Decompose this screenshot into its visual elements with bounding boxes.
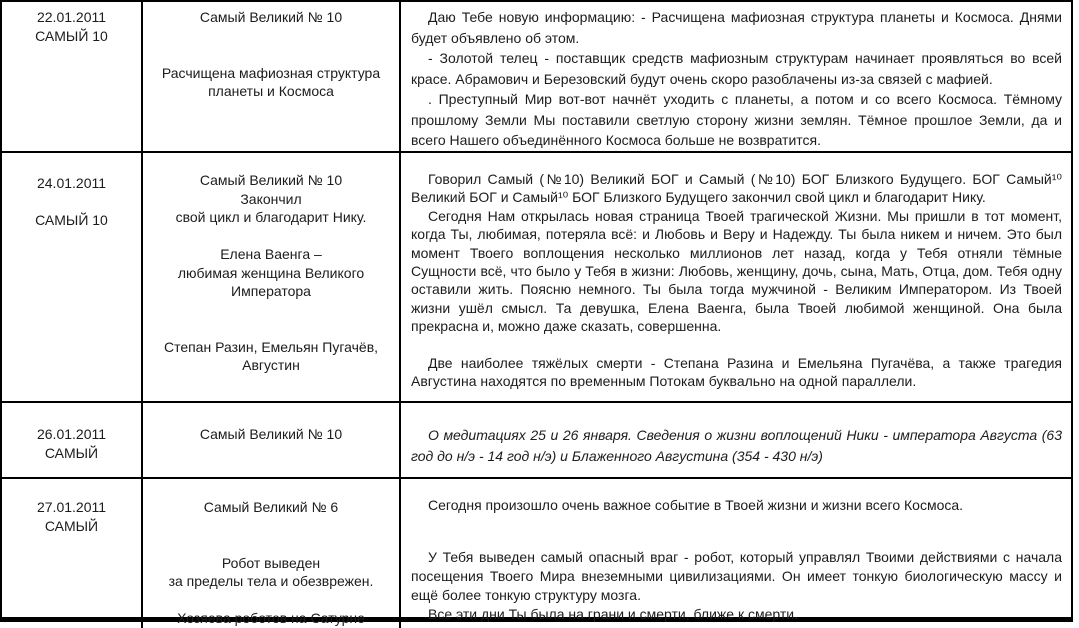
date-text: 27.01.2011: [36, 499, 107, 515]
title-line: свой цикл и благодарит Нику.: [175, 209, 367, 225]
title-line: Самый Великий № 10: [199, 426, 343, 442]
title-line: Елена Ваенга –: [220, 246, 322, 262]
paragraph-italic: О медитациях 25 и 26 января. Сведения о жизни воплощений Ники - императора Августа (63 год до н/э - 14 год н/э) и Блаженного Августина (354 - 430 н/э): [411, 427, 1062, 464]
paragraph: Даю Тебе новую информацию: - Расчищена мафиозная структура планеты и Космоса. Днями будет объявлено об этом.: [411, 9, 1062, 46]
content-cell: [401, 479, 1071, 628]
title-line: Самый Великий № 10: [199, 172, 343, 188]
author-text: САМЫЙ: [44, 517, 99, 534]
date-cell: [2, 2, 143, 151]
title-cell: [143, 153, 401, 401]
title-line: Робот выведен: [221, 554, 321, 571]
paragraph: У Тебя выведен самый опасный враг - робот, который управлял Твоими действиями с начала посещения Твоего Мира внеземными цивилизациями. Он имеет тонкую биологическую массу и ещё более тонкую структуру мозга.: [411, 549, 1062, 603]
content-cell: [401, 403, 1071, 477]
paragraph: . Преступный Мир вот-вот начнёт уходить с планеты, а потом и со всего Космоса. Тёмному прошлому Земли Мы поставили светлую сторону жизни землян. Тёмное прошлое Земли, да и всего Нашего объединённого Космоса больше не возвратится.: [411, 91, 1062, 148]
author-text: САМЫЙ 10: [35, 212, 108, 228]
title-line: за пределы тела и обезврежен.: [168, 573, 374, 589]
title-line: Хозяева роботов на Сатурне: [177, 610, 365, 626]
paragraph: - Золотой телец - поставщик средств мафиозным структурам начинает проявляться во всей красе. Абрамович и Березовский будут очень скоро разоблачены из-за связей с мафией.: [411, 50, 1062, 87]
content-cell: [401, 153, 1071, 401]
title-cell: [143, 479, 401, 628]
paragraph: Все эти дни Ты была на грани и смерти, ближе к смерти.: [428, 606, 798, 622]
title-line: Степан Разин, Емельян Пугачёв,: [163, 338, 379, 355]
date-text: 22.01.2011: [36, 9, 107, 25]
date-text: 26.01.2011: [36, 426, 107, 442]
author-text: САМЫЙ: [44, 444, 99, 461]
paragraph: Сегодня произошло очень важное событие в Твоей жизни и жизни всего Космоса.: [428, 497, 964, 513]
table-row: [2, 2, 1071, 153]
title-cell: [143, 2, 401, 151]
content-cell: [401, 2, 1071, 151]
title-line: Самый Великий № 6: [203, 499, 339, 515]
date-text: 24.01.2011: [36, 175, 107, 191]
title-line: Расчищена мафиозная структура: [161, 64, 381, 81]
title-line: Августин: [242, 357, 300, 373]
title-line: Императора: [231, 283, 311, 299]
title-cell: [143, 403, 401, 477]
date-cell: [2, 403, 143, 477]
title-line: Закончил: [240, 190, 302, 207]
paragraph: Сегодня Нам открылась новая страница Твоей трагической Жизни. Мы пришли в тот момент, когда Ты, любимая, потеряла всё: и Любовь и Веру и Надежду. Ты была никем и ничем. Это был момент Твоего воплощения несколько миллионов лет назад, когда у Тебя отняли тёмные Сущности всё, что было у Тебя в жизни: Любовь, женщину, дочь, сына, Мать, Отца, дом. Тебя одну оставили жить. Поясню немного. Ты была тогда мужчиной - Великим Императором. Из Твоей жизни ушёл смысл. Та девушка, Елена Ваенга, была Твоей любимой женщиной. Она была прекрасна и, можно даже сказать, совершенна.: [411, 207, 1062, 335]
paragraph: Говорил Самый (№10) Великий БОГ и Самый (№10) БОГ Близкого Будущего. БОГ Самый¹⁰ Великий БОГ и Самый¹⁰ БОГ Близкого Будущего закончил свой цикл и благодарит Нику.: [411, 171, 1062, 206]
date-cell: [2, 479, 143, 628]
table-row: [2, 403, 1071, 479]
author-text: САМЫЙ 10: [35, 27, 108, 44]
title-line: любимая женщина Великого: [177, 264, 365, 281]
title-line: Самый Великий № 10: [199, 9, 343, 25]
table-row: [2, 153, 1071, 403]
date-cell: [2, 153, 143, 401]
table-row: [2, 479, 1071, 628]
title-line: планеты и Космоса: [208, 83, 334, 99]
paragraph: Две наиболее тяжёлых смерти - Степана Разина и Емельяна Пугачёва, а также трагедия Августина находятся по временным Потокам буквально на одной параллели.: [411, 355, 1062, 390]
